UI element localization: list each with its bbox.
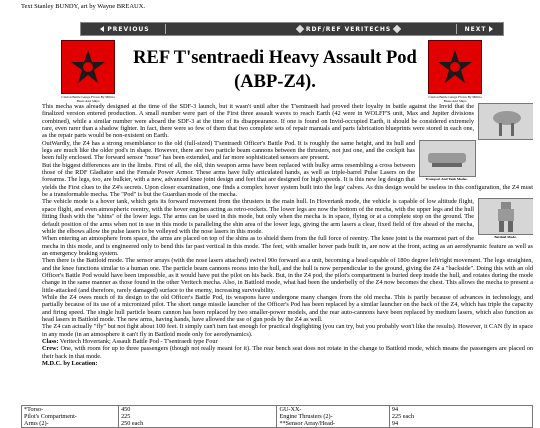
mdc-gu: 94: [391, 406, 399, 413]
location-thrusters: Engine Thrusters (2)-: [279, 413, 333, 420]
logo-left: [61, 40, 115, 103]
arrow-left-icon: [100, 26, 104, 32]
nav-bar: [80, 22, 504, 36]
logo-caption: Clarion Battle Gauge Flown By Militia Bases And Ships: [61, 95, 115, 103]
mdc-thrusters: 225 each: [391, 413, 415, 420]
location-arms: Arms (2)-: [24, 420, 49, 427]
arrow-right-icon: [489, 26, 493, 32]
battle-gauge-logo-icon: [61, 40, 115, 94]
next-button[interactable]: [456, 24, 501, 34]
article-body: [42, 103, 533, 393]
mdc-heading: M.D.C. by Location:: [42, 360, 98, 368]
figure-transport: [419, 140, 474, 182]
location-cell: [277, 406, 389, 428]
crew-value: One, with room for up to three passengers (though not really meant for it). The rear bench seat does not rotate in the change to Battloid mode, which means the passengers are placed on their back in that mode.: [42, 345, 533, 360]
paragraph: The Z4 can actually "fly" but not fight about 100 feet. It simply can't turn fast enough for practical dogfighting (you can try, but you probably won't like the results). However, it CAN fly in space in any mode (in an atmosphere it can't fly in Battloid mode only for aerodynamics).: [42, 323, 533, 338]
previous-label: PREVIOUS: [107, 25, 150, 33]
location-gu: GU-XX-: [279, 406, 302, 413]
battle-gauge-logo-icon: [428, 40, 482, 94]
location-pilot: Pilot's Compartment-: [24, 413, 77, 420]
crew-label: Crew:: [42, 345, 59, 353]
paragraph: OutWardly, the Z4 has a strong resemblance to the old (full-sized) T'sentraedi Officer's Battle Pod. It is roughly the same height, and its hull and legs are much like the older pod's in shape. However, there are two particle beam cannons between the thrusters, not just one, and the cockpit has been fully enclosed. The forward sensor "nose" has been extended, and far more sophisticated sensors are present.: [42, 139, 415, 162]
diamond-icon: [393, 25, 401, 33]
paragraph: But the biggest differences are in the limbs. First of all, the old, thin weapon arms have been replaced with bulky arms resembling a cross between those of the RDF Gladiator and the Female Power Armor. These arms have fully articulated hands, as well as triple-barrel Pulse Lasers on the forearms. The legs, too, are bulkier, with a new, advanced knee joint design and feet that are designed for high speeds. It is this new leg design that yields the First clues to the Z4's secrets. Upon closer examination, one finds a complex hover system built into the legs' calves. As this design would be useless in this configuration, the Z4 must be a transformable mecha. The "Pod" is but the Guardian mode of the mecha.: [42, 161, 533, 199]
mdc-sensor: 94: [391, 420, 399, 427]
mdc-arms: 250 each: [121, 420, 144, 427]
page-title: REF T'sentraedi Heavy Assault Pod (ABP-Z4).: [133, 48, 417, 92]
diamond-icon: [296, 25, 304, 33]
paragraph: The vehicle mode is a hover tank, which gets its forward movement from the thrusters in the main hull. In Hovertank mode, the vehicle is capable of low altitude flight, space flight, and even atmospheric reentry, with the hover engines acting as retro-rockets. The lower legs are now the bottom of the mecha, with the upper legs and the hull fitting flush with the "shins" of the lower legs. The arms can be used in this mode, but only when the mecha is in space, flying or at a complete stop on the ground. The default position of the arms when not in use in this mode is paralleling the shin area of the lower legs, giving the arm lasers a clear, fixed field of fire ahead of the mecha, while the elbows allow the pulse lasers to be volleyed with the nose lasers in this mode.: [42, 198, 474, 235]
credit-line: Text Stanley BUNDY, art by Wayne BREAUX.: [21, 3, 146, 10]
figure-battloid: [478, 198, 533, 240]
paragraph: When entering an atmosphere from space, the arms are placed on top of the shins as to shield them from the full force of reentry. The knee joint is the rearmost part of the mecha in this mode, and is engineered only to bend this far past vertical in this mode. The feet, with smaller hover pads built in, are now at the front, acting as an aerodynamic feature as well as an emergency braking system.: [42, 235, 533, 257]
rdf-ref-veritechs-label: RDF/REF VERITECHS: [305, 25, 392, 33]
mdc-cell: [119, 406, 277, 428]
logo-right: [428, 40, 482, 103]
figure-caption: Battloid Mode.: [494, 235, 517, 240]
figure-pod: [478, 103, 533, 140]
mecha-image: [478, 103, 533, 140]
mdc-cell: [389, 406, 532, 428]
paragraph: This mecha was already designed at the time of the SDF-3 launch, but it wasn't until after the T'sentraedi had proved their loyalty in battle against the Invid that the finalized version entered production. A small number were part of the First three assault waves to reach Earth (42 were in WOLFF'S unit, Max and Jupiter divisions combined), while a similar number were aboard the SDF-3 at the time of its disappearance. If one is found on Invid-occupied Earth, it should be considered extremely rare, even rarer than a shadow fighter. In fact, there were so few of them that two complete sets of repair manuals and parts fabrication blueprints were stored in each one, as the repair parts would be non-existent on Earth.: [42, 103, 474, 140]
mecha-image: [478, 198, 533, 235]
next-label: NEXT: [464, 25, 487, 33]
location-cell: [22, 406, 119, 428]
mdc-table: [21, 405, 533, 428]
rdf-ref-veritechs-link[interactable]: [286, 24, 411, 34]
mdc-pilot: 225: [121, 413, 131, 420]
location-sensor: **Sensor Array/Head-: [279, 420, 335, 427]
class-spec: [42, 338, 533, 345]
mecha-image: [419, 140, 476, 177]
logo-caption: Clarion Battle Gauge Flown By Militia Bases And Ships: [428, 95, 482, 103]
table-row: [22, 406, 533, 428]
mdc-torso: 450: [121, 406, 131, 413]
crew-spec: [42, 345, 533, 360]
class-label: Class:: [42, 338, 59, 345]
paragraph: Then there is the Battloid mode. The sensor arrays (with the nose lasers attached) swivel 90o forward as a unit, becoming a head capable of 180o degree left/right movement. The legs straighten, and the knee functions similar to a human one. The particle beam cannons recess into the hull, and the hull is now perpendicular to the ground, giving the Z4 a "backside". Doing this with an old Officer's Battle Pod would have been impossible, as it would have put the pilot on his back. But, in the Z4 pod, the pilot's compartment is buried deep inside the hull, and rotates during the mode change in the same manner as those found in the other Veritech mecha. Also, in Battloid mode, what had been the underbelly of the Z4 now becomes the chest. This allows the mecha to present a little-attacked (and therefore, rarely damaged) surface to the enemy, increasing survivability.: [42, 257, 533, 294]
class-value: Veritech Hovertank; Assault Battle Pod - T'sentraedi type Four: [59, 338, 218, 345]
location-torso: *Torso-: [24, 406, 44, 413]
paragraph: While the Z4 owes much of its design to the old Officer's Battle Pod, its weapons have undergone many changes from the old mecha. This is partly because of advances in technology, and partially because of its use of a micronized pilot. The short range missile launcher of the Officer's Pod has been replaced by a similar launcher on the back of the Z4, which has triple the capacity and firing speed. The single hull particle beam cannon has been replaced by two smaller-power models, and the rear auto-cannons have been replaced by medium lasers, which also function as head lasers in Battloid mode. The new arms, having hands, have allowed the use of gun pods by the Z4 as well.: [42, 293, 533, 323]
figure-caption: Transport And Tank Modes.: [425, 176, 468, 181]
previous-button[interactable]: [85, 24, 166, 34]
